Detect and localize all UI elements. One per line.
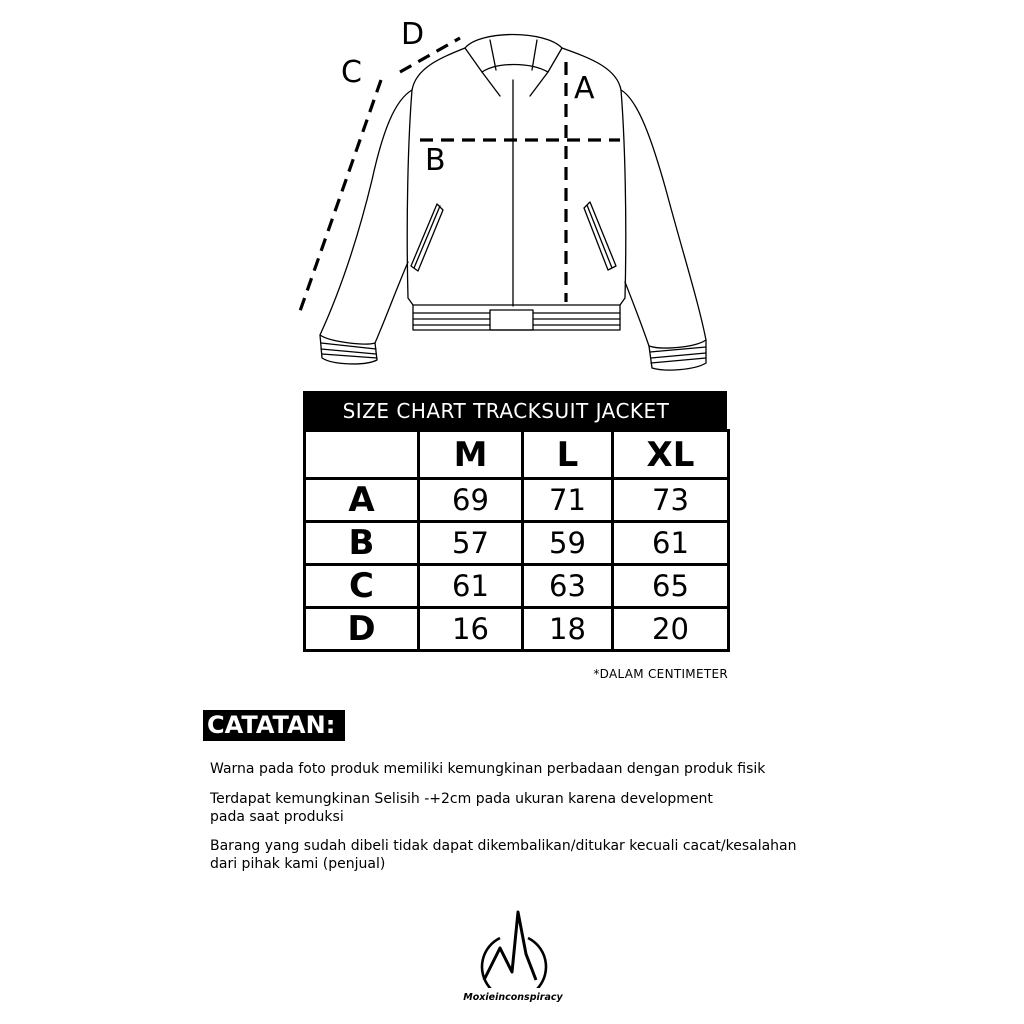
table-row-b xyxy=(305,522,729,565)
jacket-waistband xyxy=(413,305,620,330)
row-label-b: B xyxy=(305,522,419,565)
note-item xyxy=(210,790,870,826)
size-header-m: M xyxy=(419,431,523,479)
table-row-c xyxy=(305,565,729,608)
brand-name: Moxieinconspiracy xyxy=(463,992,563,1003)
row-label-a: A xyxy=(305,479,419,522)
measure-line-c xyxy=(299,80,381,314)
measure-label-c: C xyxy=(341,55,362,90)
measure-label-b: B xyxy=(425,143,446,178)
unit-footnote: *DALAM CENTIMETER xyxy=(593,667,728,681)
note-item xyxy=(210,760,870,778)
cell-a-xl: 73 xyxy=(613,479,729,522)
cell-a-l: 71 xyxy=(523,479,613,522)
table-row-a xyxy=(305,479,729,522)
jacket-left-pocket xyxy=(411,204,443,271)
table-corner-cell xyxy=(305,431,419,479)
jacket-collar xyxy=(465,35,562,73)
cell-a-m: 69 xyxy=(419,479,523,522)
cell-b-l: 59 xyxy=(523,522,613,565)
measure-label-d: D xyxy=(401,17,425,52)
table-row-d xyxy=(305,608,729,651)
note-line: Warna pada foto produk memiliki kemungkinan perbadaan dengan produk fisik xyxy=(210,761,766,777)
row-label-d: D xyxy=(305,608,419,651)
measure-label-a: A xyxy=(574,71,595,106)
cell-d-m: 16 xyxy=(419,608,523,651)
cell-b-m: 57 xyxy=(419,522,523,565)
jacket-left-sleeve xyxy=(320,90,412,344)
size-chart-title: SIZE CHART TRACKSUIT JACKET xyxy=(303,391,727,429)
size-header-row xyxy=(305,431,729,479)
size-chart-table xyxy=(303,391,727,652)
cell-c-m: 61 xyxy=(419,565,523,608)
size-header-l: L xyxy=(523,431,613,479)
jacket-right-pocket xyxy=(584,202,616,270)
brand-logo-icon xyxy=(478,908,548,988)
note-line: dari pihak kami (penjual) xyxy=(210,856,386,872)
notes-heading: CATATAN: xyxy=(203,710,345,741)
note-line: Terdapat kemungkinan Selisih -+2cm pada ukuran karena development xyxy=(210,791,713,807)
note-line: Barang yang sudah dibeli tidak dapat dikembalikan/ditukar kecuali cacat/kesalahan xyxy=(210,838,797,854)
row-label-c: C xyxy=(305,565,419,608)
cell-b-xl: 61 xyxy=(613,522,729,565)
jacket-measurement-diagram xyxy=(0,0,1024,390)
note-line: pada saat produksi xyxy=(210,809,344,825)
cell-d-l: 18 xyxy=(523,608,613,651)
size-header-xl: XL xyxy=(613,431,729,479)
cell-c-l: 63 xyxy=(523,565,613,608)
cell-c-xl: 65 xyxy=(613,565,729,608)
jacket-right-sleeve xyxy=(621,90,706,348)
cell-d-xl: 20 xyxy=(613,608,729,651)
note-item xyxy=(210,837,870,873)
